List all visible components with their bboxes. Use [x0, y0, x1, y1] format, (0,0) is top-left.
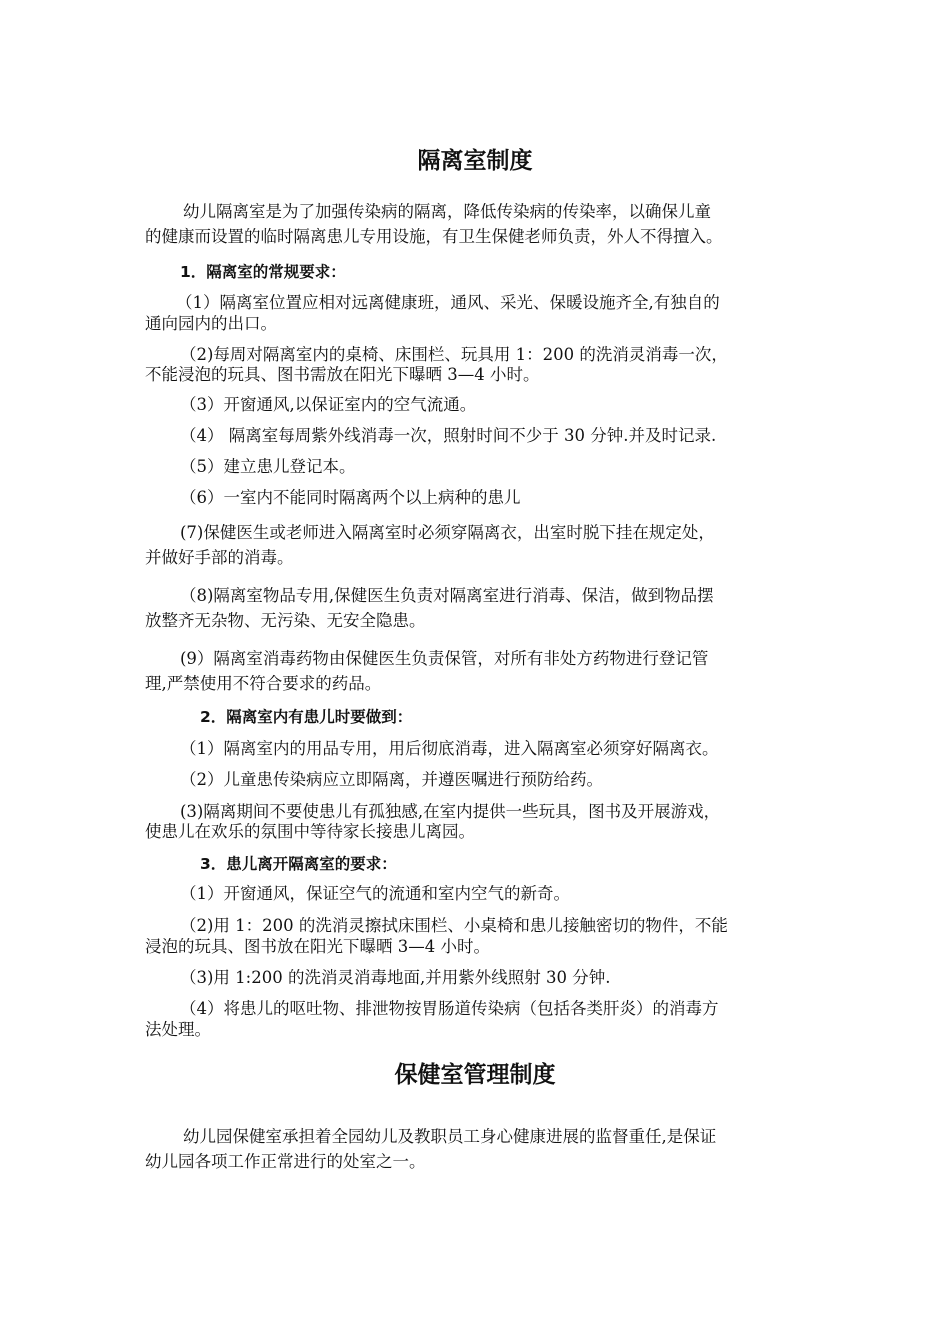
list-item-cont: 通向园内的出口。	[145, 314, 277, 333]
list-item-cont: 放整齐无杂物、无污染、无安全隐患。	[145, 611, 426, 630]
list-item-cont: 理,严禁使用不符合要求的药品。	[145, 674, 382, 693]
list-item-cont: 法处理。	[145, 1020, 211, 1039]
list-item: (7)保健医生或老师进入隔离室时必须穿隔离衣，出室时脱下挂在规定处，	[180, 523, 715, 542]
list-item-cont: 不能浸泡的玩具、图书需放在阳光下曝晒 3—4 小时。	[145, 365, 540, 384]
list-item: （1）隔离室位置应相对远离健康班，通风、采光、保暖设施齐全,有独自的	[176, 293, 720, 312]
list-item: （1）开窗通风，保证空气的流通和室内空气的新奇。	[180, 884, 570, 903]
intro-line: 幼儿隔离室是为了加强传染病的隔离，降低传染病的传染率，以确保儿童	[183, 202, 711, 221]
list-item: （2)每周对隔离室内的桌椅、床围栏、玩具用 1：200 的洗消灵消毒一次，	[180, 345, 728, 364]
list-item: （1）隔离室内的用品专用，用后彻底消毒，进入隔离室必须穿好隔离衣。	[180, 739, 719, 758]
list-item: （6）一室内不能同时隔离两个以上病种的患儿	[180, 488, 521, 507]
list-item: （4） 隔离室每周紫外线消毒一次，照射时间不少于 30 分钟.并及时记录.	[180, 426, 717, 445]
list-item: （8)隔离室物品专用,保健医生负责对隔离室进行消毒、保洁，做到物品摆	[180, 586, 714, 605]
list-item: （2)用 1：200 的洗消灵擦拭床围栏、小桌椅和患儿接触密切的物件，不能	[180, 916, 728, 935]
section-heading-1: 1．隔离室的常规要求：	[180, 263, 346, 281]
section-heading-3: 3．患儿离开隔离室的要求：	[200, 855, 397, 873]
intro-line: 幼儿园保健室承担着全园幼儿及教职员工身心健康进展的监督重任,是保证	[183, 1127, 717, 1146]
list-item-cont: 并做好手部的消毒。	[145, 548, 294, 567]
title-health-room: 保健室管理制度	[394, 1062, 556, 1088]
title-isolation-room: 隔离室制度	[417, 148, 533, 174]
list-item-cont: 浸泡的玩具、图书放在阳光下曝晒 3—4 小时。	[145, 937, 490, 956]
list-item: （3)用 1:200 的洗消灵消毒地面,并用紫外线照射 30 分钟.	[180, 968, 611, 987]
intro-line: 的健康而设置的临时隔离患儿专用设施，有卫生保健老师负责，外人不得擅入。	[145, 227, 723, 246]
list-item: （5）建立患儿登记本。	[180, 457, 356, 476]
list-item: （3）开窗通风,以保证室内的空气流通。	[180, 395, 477, 414]
list-item-cont: 使患儿在欢乐的氛围中等待家长接患儿离园。	[145, 822, 475, 841]
list-item: （4）将患儿的呕吐物、排泄物按胃肠道传染病（包括各类肝炎）的消毒方	[180, 999, 719, 1018]
list-item: (9）隔离室消毒药物由保健医生负责保管，对所有非处方药物进行登记管	[180, 649, 709, 668]
list-item: (3)隔离期间不要使患儿有孤独感,在室内提供一些玩具，图书及开展游戏，	[180, 802, 721, 821]
list-item: （2）儿童患传染病应立即隔离，并遵医嘱进行预防给药。	[180, 770, 603, 789]
section-heading-2: 2．隔离室内有患儿时要做到：	[200, 708, 413, 726]
intro-line: 幼儿园各项工作正常进行的处室之一。	[145, 1152, 426, 1171]
